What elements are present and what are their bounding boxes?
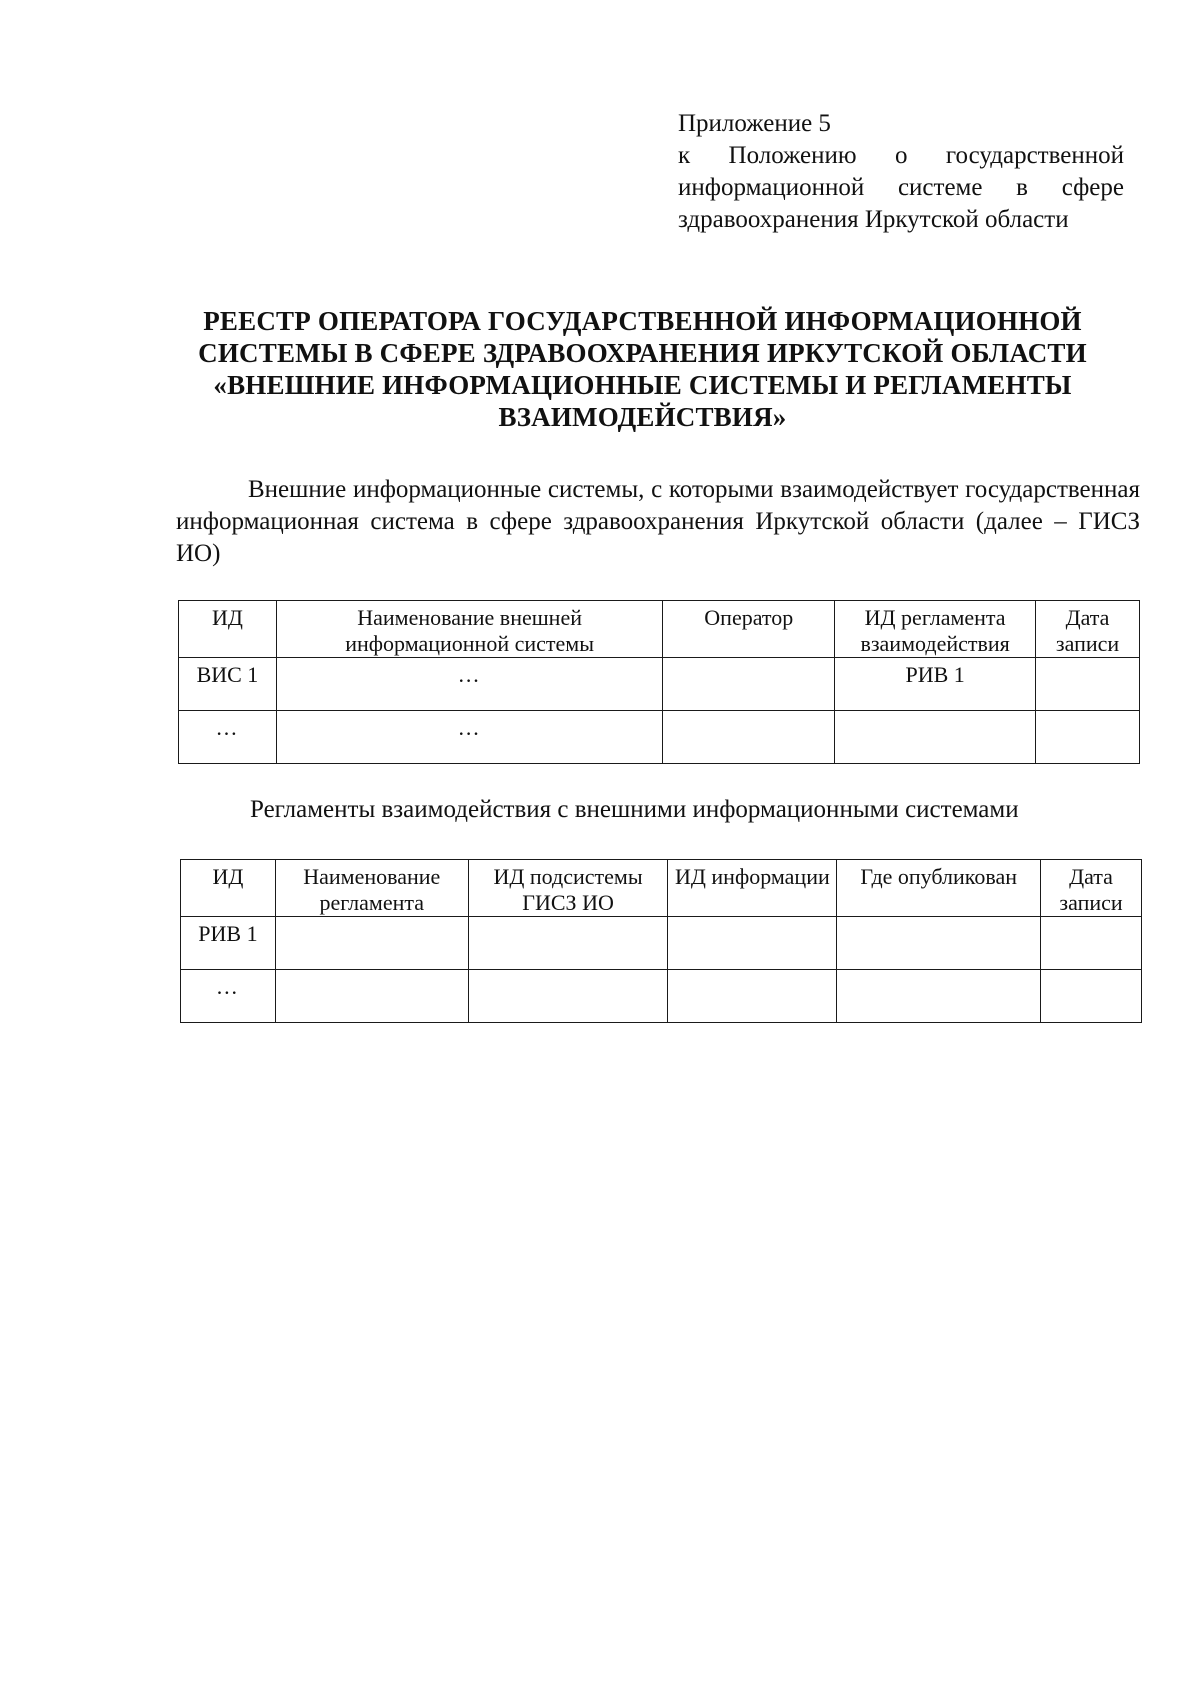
appendix-number: Приложение 5: [678, 110, 831, 137]
document-title: [165, 305, 1120, 433]
regulations-table: [180, 859, 1142, 1023]
header-cell: ИД регламента взаимодействия: [835, 601, 1036, 658]
appendix-line-4: здравоохранения Иркутской области: [678, 206, 1069, 233]
header-cell: Оператор: [663, 601, 835, 658]
appendix-note: [678, 108, 1124, 236]
table-header-row: [181, 860, 1142, 917]
table-cell: …: [276, 711, 662, 764]
table-cell: [1041, 970, 1142, 1023]
header-cell: Наименование регламента: [275, 860, 468, 917]
table-cell: …: [276, 658, 662, 711]
appendix-line-3: информационной системе в сфере: [678, 174, 1124, 201]
header-cell: ИД информации: [668, 860, 837, 917]
header-cell: ИД: [179, 601, 277, 658]
header-cell: Дата записи: [1041, 860, 1142, 917]
table-cell: [663, 658, 835, 711]
table-row: [181, 917, 1142, 970]
table-cell: …: [179, 711, 277, 764]
table-cell: РИВ 1: [181, 917, 276, 970]
intro-paragraph: [176, 474, 1140, 570]
appendix-line-2: к Положению о государственной: [678, 142, 1124, 169]
table-cell: [468, 970, 668, 1023]
title-line-4: ВЗАИМОДЕЙСТВИЯ»: [498, 402, 787, 432]
table-cell: [837, 917, 1041, 970]
header-cell: Дата записи: [1036, 601, 1140, 658]
table-cell: [275, 970, 468, 1023]
table-cell: [1036, 711, 1140, 764]
table-cell: [1036, 658, 1140, 711]
table-row: [179, 658, 1140, 711]
table-row: [181, 970, 1142, 1023]
table-cell: ВИС 1: [179, 658, 277, 711]
title-line-2: СИСТЕМЫ В СФЕРЕ ЗДРАВООХРАНЕНИЯ ИРКУТСКОЙ ОБЛАСТИ: [198, 338, 1087, 368]
table-cell: …: [181, 970, 276, 1023]
title-line-3: «ВНЕШНИЕ ИНФОРМАЦИОННЫЕ СИСТЕМЫ И РЕГЛАМЕНТЫ: [213, 370, 1072, 400]
regulations-caption: Регламенты взаимодействия с внешними информационными системами: [250, 796, 1019, 823]
table-cell: [468, 917, 668, 970]
intro-text: Внешние информационные системы, с которыми взаимодействует государственная информационная система в сфере здравоохранения Иркутской области (далее – ГИСЗ ИО): [176, 476, 1140, 567]
table-cell: [668, 917, 837, 970]
table-row: [179, 711, 1140, 764]
table-cell: [1041, 917, 1142, 970]
header-cell: Наименование внешней информационной системы: [276, 601, 662, 658]
external-systems-table: [178, 600, 1140, 764]
table-cell: [668, 970, 837, 1023]
table-cell: [275, 917, 468, 970]
table-cell: [837, 970, 1041, 1023]
header-cell: ИД: [181, 860, 276, 917]
title-line-1: РЕЕСТР ОПЕРАТОРА ГОСУДАРСТВЕННОЙ ИНФОРМАЦИОННОЙ: [203, 306, 1082, 336]
header-cell: ИД подсистемы ГИСЗ ИО: [468, 860, 668, 917]
table-header-row: [179, 601, 1140, 658]
table-cell: [835, 711, 1036, 764]
table-cell: [663, 711, 835, 764]
table-cell: РИВ 1: [835, 658, 1036, 711]
header-cell: Где опубликован: [837, 860, 1041, 917]
